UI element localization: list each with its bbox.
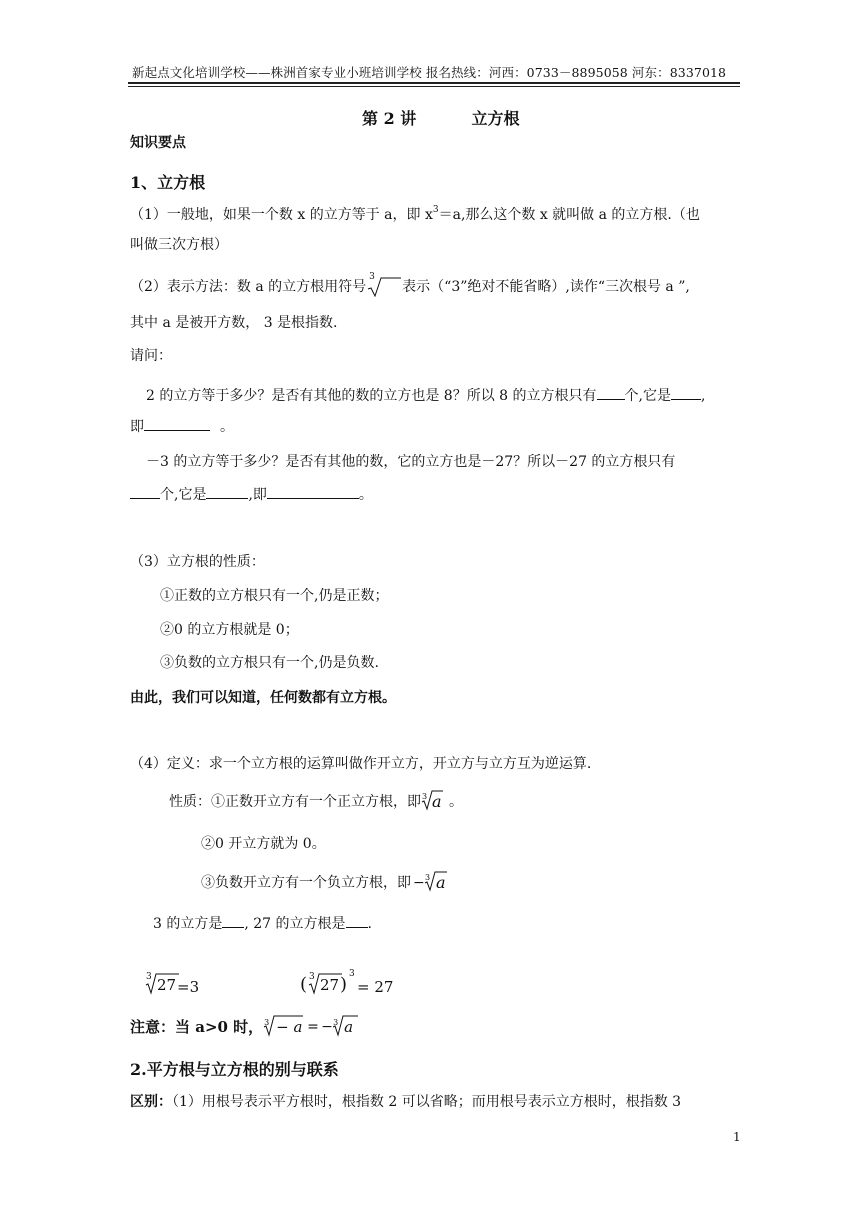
header-rule-thick: [128, 82, 740, 84]
ask-label: 请问：: [130, 348, 172, 364]
root-index: 3: [146, 972, 152, 982]
question-1-text-b: 个,它是: [624, 388, 671, 404]
section-2-heading: 2.平方根与立方根的别与联系: [130, 1060, 339, 1079]
operation-property-3: [201, 874, 447, 892]
question-2-line-2: [130, 484, 373, 504]
para-1-text-b: ＝a,那么这个数 x 就叫做 a 的立方根.（也: [438, 207, 700, 223]
knowledge-heading: 知识要点: [130, 135, 186, 151]
equation-cube-of-cube-root: ( 3 27 ) 3 = 27: [300, 969, 394, 996]
question-2-text-b: 个,它是: [160, 487, 207, 503]
para-2-text-b: 表示（“3”绝对不能省略）,读作“三次根号 a ”,: [402, 279, 690, 295]
difference-line: [130, 1093, 681, 1111]
variable-a: a: [436, 873, 446, 892]
fill-in-text-c: .: [367, 916, 372, 932]
properties-heading: （3）立方根的性质：: [130, 554, 265, 570]
minus-sign: −: [413, 875, 425, 891]
fill-in-text-a: 3 的立方是: [153, 916, 223, 932]
operation-property-3-text: ③负数开立方有一个负立方根，即: [201, 875, 411, 891]
question-1-text-c: ,: [700, 388, 706, 404]
fill-in-text-b: , 27 的立方根是: [244, 916, 346, 932]
answer-blank[interactable]: [222, 913, 244, 928]
para-2-line-2: 其中 a 是被开方数， 3 是根指数.: [130, 315, 338, 331]
para-1-superscript: 3: [432, 205, 439, 215]
cube-root-a-formula: 3 a: [422, 792, 442, 811]
root-index: 3: [369, 272, 375, 282]
para-1-line-1: [130, 206, 700, 226]
question-1-text-e: 。: [220, 419, 234, 435]
answer-blank[interactable]: [130, 484, 160, 499]
negative-a: − a: [276, 1018, 303, 1036]
operation-property-1-text: 性质：①正数开立方有一个正立方根，即: [169, 794, 421, 810]
lecture-topic: 立方根: [471, 109, 520, 128]
radicand: 27: [157, 976, 177, 994]
question-1-line-2: [130, 416, 234, 436]
radicand: 27: [320, 976, 340, 994]
answer-blank[interactable]: [206, 484, 248, 499]
negative-cube-root-a-formula: − 3 a: [413, 873, 446, 892]
note-label: 注意：当 a>0 时，: [130, 1018, 264, 1036]
question-1-text-a: 2 的立方等于多少？是否有其他的数的立方也是 8？所以 8 的立方根只有: [146, 388, 597, 404]
question-1-line-1: [146, 385, 705, 405]
exponent: 3: [349, 969, 355, 979]
lecture-title: [362, 106, 519, 129]
question-1-text-d: 即: [130, 419, 144, 435]
question-2-text-c: ,即: [248, 487, 267, 503]
equation-rhs: =3: [177, 978, 200, 996]
negative-root-identity: 3 − a = − 3 a: [263, 1018, 367, 1038]
lecture-number: 第 2 讲: [362, 109, 417, 128]
question-2-text-d: 。: [358, 487, 373, 503]
para-1-line-2: 叫做三次方根）: [130, 237, 228, 253]
page-number: 1: [733, 1130, 741, 1144]
answer-blank[interactable]: [267, 484, 359, 499]
question-2-line-1: －3 的立方等于多少？是否有其他的数，它的立方也是－27？所以－27 的立方根只有: [146, 454, 676, 470]
property-item: ①正数的立方根只有一个,仍是正数；: [160, 588, 389, 604]
answer-blank[interactable]: [144, 416, 210, 431]
minus-sign: −: [321, 1019, 333, 1035]
header-rule-thin: [128, 86, 740, 87]
section-1-heading: 1、立方根: [130, 173, 206, 192]
operation-property-2: ②0 开立方就为 0。: [201, 836, 326, 852]
operation-property-1-tail: 。: [449, 794, 463, 810]
para-2-text-a: （2）表示方法：数 a 的立方根用符号: [130, 279, 367, 295]
property-item: ②0 的立方根就是 0；: [160, 622, 299, 638]
note-line: [130, 1018, 367, 1040]
conclusion: 由此，我们可以知道，任何数都有立方根。: [130, 690, 396, 706]
para-1-text-a: （1）一般地，如果一个数 x 的立方等于 a，即 x: [130, 207, 433, 223]
fill-in-question: [153, 913, 372, 933]
difference-text: （1）用根号表示平方根时，根指数 2 可以省略；而用根号表示立方根时，根指数 3: [172, 1094, 682, 1110]
difference-label: 区别：: [130, 1094, 172, 1110]
cube-root-symbol-icon: [366, 272, 402, 296]
page-header: 新起点文化培训学校——株洲首家专业小班培训学校 报名热线：河西：0733－8895058 河东：8337018: [132, 65, 727, 80]
equation-rhs: = 27: [357, 978, 394, 996]
variable-a: a: [344, 1018, 354, 1036]
answer-blank[interactable]: [671, 385, 701, 400]
operation-property-1: [169, 793, 463, 811]
answer-blank[interactable]: [597, 385, 625, 400]
para-2-line-1: [130, 272, 690, 296]
equals-sign: =: [307, 1019, 319, 1035]
equation-cube-root-27: [145, 972, 215, 997]
answer-blank[interactable]: [346, 913, 368, 928]
property-item: ③负数的立方根只有一个,仍是负数.: [160, 655, 379, 671]
definition-line: （4）定义：求一个立方根的运算叫做作开立方，开立方与立方互为逆运算.: [130, 756, 592, 772]
variable-a: a: [432, 792, 442, 811]
root-index: 3: [309, 972, 315, 982]
